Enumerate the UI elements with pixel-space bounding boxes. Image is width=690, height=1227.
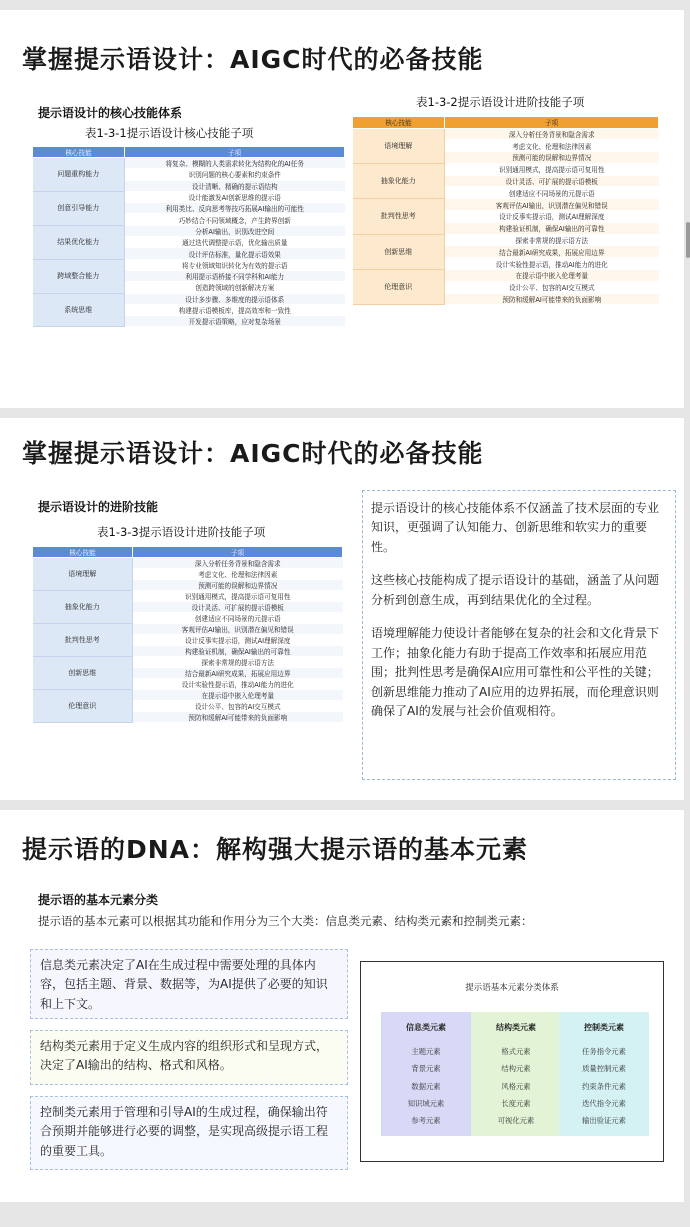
skill-item-cell: 巧妙结合不同领域概念，产生跨界创新 [125, 214, 345, 225]
box-text: 结构类元素用于定义生成内容的组织形式和呈现方式，决定了AI输出的结构、格式和风格。 [40, 1039, 329, 1073]
table-caption: 表1-3-3提示语设计进阶技能子项 [97, 525, 266, 539]
diagram-title: 提示语基本元素分类体系 [465, 983, 559, 993]
box-text: 控制类元素用于管理和引导AI的生成过程，确保输出符合预期并能够进行必要的调整，是实现高级提示语工程的重要工具。 [40, 1105, 329, 1158]
skill-item-cell: 创建适应不同场景的元提示语 [445, 187, 659, 199]
skill-item-cell: 利用类比、反向思考等技巧拓展AI输出的可能性 [125, 203, 345, 214]
table-row [33, 191, 345, 202]
table-row [33, 657, 343, 668]
table-row [33, 225, 345, 236]
scrollbar-thumb[interactable] [686, 222, 690, 258]
table-row [353, 234, 659, 246]
slide-title: 掌握提示语设计：AIGC时代的必备技能 [22, 45, 484, 74]
table-row [353, 270, 659, 282]
skill-item-cell: 构建提示语模板库，提高效率和一致性 [125, 304, 345, 315]
skill-item-cell: 将专业领域知识转化为有效的提示语 [125, 259, 345, 270]
header-core-skill: 核心技能 [353, 117, 445, 129]
skill-category-cell: 创新思维 [353, 234, 445, 269]
skill-item-cell: 识别通用模式，提高提示语可复用性 [445, 163, 659, 175]
table-caption: 表1-3-1提示语设计核心技能子项 [85, 126, 254, 140]
skill-item-cell: 通过迭代调整提示语，优化输出质量 [125, 237, 345, 248]
table-row [353, 199, 659, 211]
skill-category-cell: 结果优化能力 [33, 225, 125, 259]
list-item: 主题元素 [411, 1047, 441, 1056]
info-elements-column [381, 1012, 471, 1136]
header-sub-item: 子项 [125, 147, 345, 158]
control-elements-box [30, 1096, 348, 1170]
section-title: 提示语设计的进阶技能 [38, 500, 159, 514]
list-item: 迭代指令元素 [582, 1098, 626, 1108]
skill-category-cell: 系统思维 [33, 293, 125, 327]
skill-category-cell: 问题重构能力 [33, 158, 125, 192]
skill-item-cell: 设计公平、包容的AI交互模式 [133, 701, 343, 712]
slide-title: 提示语的DNA：解构强大提示语的基本元素 [22, 835, 529, 864]
skill-item-cell: 设计灵活、可扩展的提示语模板 [445, 175, 659, 187]
header-sub-item: 子项 [133, 547, 343, 558]
skill-item-cell: 预测可能的误解和边界情况 [133, 580, 343, 591]
info-elements-box [30, 949, 348, 1019]
explanation-box [362, 490, 676, 780]
skill-item-cell: 考虑文化、伦理和法律因素 [445, 140, 659, 152]
table-caption: 表1-3-2提示语设计进阶技能子项 [416, 95, 585, 109]
list-item: 参考元素 [411, 1116, 441, 1126]
column-header: 控制类元素 [584, 1023, 624, 1032]
skill-item-cell: 结合最新AI研究成果，拓展应用边界 [133, 668, 343, 679]
skill-item-cell: 深入分析任务背景和隐含需求 [133, 558, 343, 569]
paragraph: 这些核心技能构成了提示语设计的基础，涵盖了从问题分析到创意生成，再到结果优化的全过程。 [371, 573, 660, 607]
skill-item-cell: 识别通用模式，提高提示语可复用性 [133, 591, 343, 602]
skill-item-cell: 在提示语中嵌入伦理考量 [133, 690, 343, 701]
list-item: 约束条件元素 [582, 1081, 626, 1091]
paragraph: 提示语设计的核心技能体系不仅涵盖了技术层面的专业知识，更强调了认知能力、创新思维和软实力的重要性。 [371, 501, 660, 554]
list-item: 风格元素 [501, 1081, 531, 1091]
section-title: 提示语设计的核心技能体系 [38, 106, 183, 120]
section-title: 提示语的基本元素分类 [38, 893, 159, 907]
header-core-skill: 核心技能 [33, 547, 133, 558]
list-item: 任务指令元素 [582, 1047, 626, 1056]
slide-core-skills [0, 10, 684, 408]
header-sub-item: 子项 [445, 117, 659, 129]
skill-item-cell: 预测可能的误解和边界情况 [445, 152, 659, 164]
column-header: 结构类元素 [496, 1023, 536, 1032]
skill-item-cell: 构建验证机制，确保AI输出的可靠性 [133, 646, 343, 657]
skill-category-cell: 跨域整合能力 [33, 259, 125, 293]
skill-item-cell: 预防和缓解AI可能带来的负面影响 [133, 712, 343, 723]
skill-item-cell: 探索非常规的提示语方法 [445, 234, 659, 246]
skill-category-cell: 批判性思考 [33, 624, 133, 657]
table-row [33, 259, 345, 270]
skill-item-cell: 设计实验性提示语，推动AI能力的进化 [133, 679, 343, 690]
list-item: 输出验证元素 [582, 1116, 626, 1126]
skill-item-cell: 设计能激发AI创新思维的提示语 [125, 191, 345, 202]
skill-item-cell: 在提示语中嵌入伦理考量 [445, 270, 659, 282]
skill-item-cell: 设计反事实提示语，测试AI理解深度 [445, 211, 659, 223]
list-item: 质量控制元素 [582, 1064, 626, 1074]
list-item: 长度元素 [501, 1098, 531, 1108]
skill-category-cell: 伦理意识 [33, 690, 133, 723]
advanced-skills-table [352, 116, 659, 305]
skill-category-cell: 创新思维 [33, 657, 133, 690]
list-item: 背景元素 [411, 1064, 441, 1074]
slide-advanced-skills [0, 418, 684, 800]
structure-elements-column [471, 1012, 561, 1136]
table-row [33, 690, 343, 701]
list-item: 格式元素 [501, 1047, 531, 1056]
column-header: 信息类元素 [406, 1023, 446, 1032]
skill-category-cell: 语境理解 [353, 128, 445, 163]
skill-category-cell: 抽象化能力 [353, 163, 445, 198]
skill-category-cell: 抽象化能力 [33, 591, 133, 624]
skill-item-cell: 客观评估AI输出，识别潜在偏见和错误 [133, 624, 343, 635]
list-item: 知识域元素 [407, 1098, 445, 1108]
core-skills-table [32, 146, 345, 327]
skill-item-cell: 构建验证机制，确保AI输出的可靠性 [445, 222, 659, 234]
skill-item-cell: 结合最新AI研究成果，拓展应用边界 [445, 246, 659, 258]
skill-item-cell: 考虑文化、伦理和法律因素 [133, 569, 343, 580]
intro-text: 提示语的基本元素可以根据其功能和作用分为三个大类：信息类元素、结构类元素和控制类元素： [38, 914, 533, 928]
advanced-skills-table [32, 546, 343, 723]
list-item: 结构元素 [501, 1064, 531, 1074]
header-core-skill: 核心技能 [33, 147, 125, 158]
skill-category-cell: 语境理解 [33, 558, 133, 591]
skill-item-cell: 识别问题的核心要素和约束条件 [125, 169, 345, 180]
skill-item-cell: 分析AI输出，识别改进空间 [125, 225, 345, 236]
paragraph: 语境理解能力使设计者能够在复杂的社会和文化背景下工作；抽象化能力有助于提高工作效率和拓展应用范围；批判性思考是确保AI应用可靠性和公平性的关键；创新思维能力推动了AI应用的边界拓展，而伦理意识则确保了AI的发展与社会价值观相符。 [371, 626, 660, 718]
skill-item-cell: 将复杂、模糊的人类需求转化为结构化的AI任务 [125, 158, 345, 169]
list-item: 可视化元素 [497, 1116, 535, 1126]
skill-category-cell: 批判性思考 [353, 199, 445, 234]
control-elements-column [559, 1012, 649, 1136]
list-item: 数据元素 [411, 1081, 441, 1091]
skill-item-cell: 预防和缓解AI可能带来的负面影响 [445, 293, 659, 305]
skill-item-cell: 创造跨领域的创新解决方案 [125, 282, 345, 293]
slide-title: 掌握提示语设计：AIGC时代的必备技能 [22, 439, 484, 468]
structure-elements-box [30, 1030, 348, 1085]
table-row [33, 591, 343, 602]
skill-item-cell: 设计清晰、精确的提示语结构 [125, 180, 345, 191]
skill-item-cell: 创建适应不同场景的元提示语 [133, 613, 343, 624]
skill-item-cell: 利用提示语桥接不同学科和AI能力 [125, 270, 345, 281]
skill-item-cell: 设计公平、包容的AI交互模式 [445, 281, 659, 293]
skill-category-cell: 创意引导能力 [33, 191, 125, 225]
table-row [353, 163, 659, 175]
skill-item-cell: 深入分析任务背景和隐含需求 [445, 128, 659, 140]
skill-item-cell: 设计实验性提示语，推动AI能力的进化 [445, 258, 659, 270]
skill-item-cell: 探索非常规的提示语方法 [133, 657, 343, 668]
table-row [33, 624, 343, 635]
table-row [33, 293, 345, 304]
skill-item-cell: 设计多步骤、多维度的提示语体系 [125, 293, 345, 304]
box-text: 信息类元素决定了AI在生成过程中需要处理的具体内容，包括主题、背景、数据等，为AI提供了必要的知识和上下文。 [40, 958, 328, 1011]
element-classification-diagram [360, 961, 664, 1162]
skill-item-cell: 客观评估AI输出，识别潜在偏见和错误 [445, 199, 659, 211]
table-row [33, 558, 343, 569]
skill-item-cell: 设计反事实提示语，测试AI理解深度 [133, 635, 343, 646]
skill-item-cell: 开发提示语策略，应对复杂场景 [125, 316, 345, 327]
skill-item-cell: 设计灵活、可扩展的提示语模板 [133, 602, 343, 613]
table-row [353, 128, 659, 140]
skill-category-cell: 伦理意识 [353, 270, 445, 305]
table-row [33, 158, 345, 169]
skill-item-cell: 设计评估标准，量化提示语效果 [125, 248, 345, 259]
